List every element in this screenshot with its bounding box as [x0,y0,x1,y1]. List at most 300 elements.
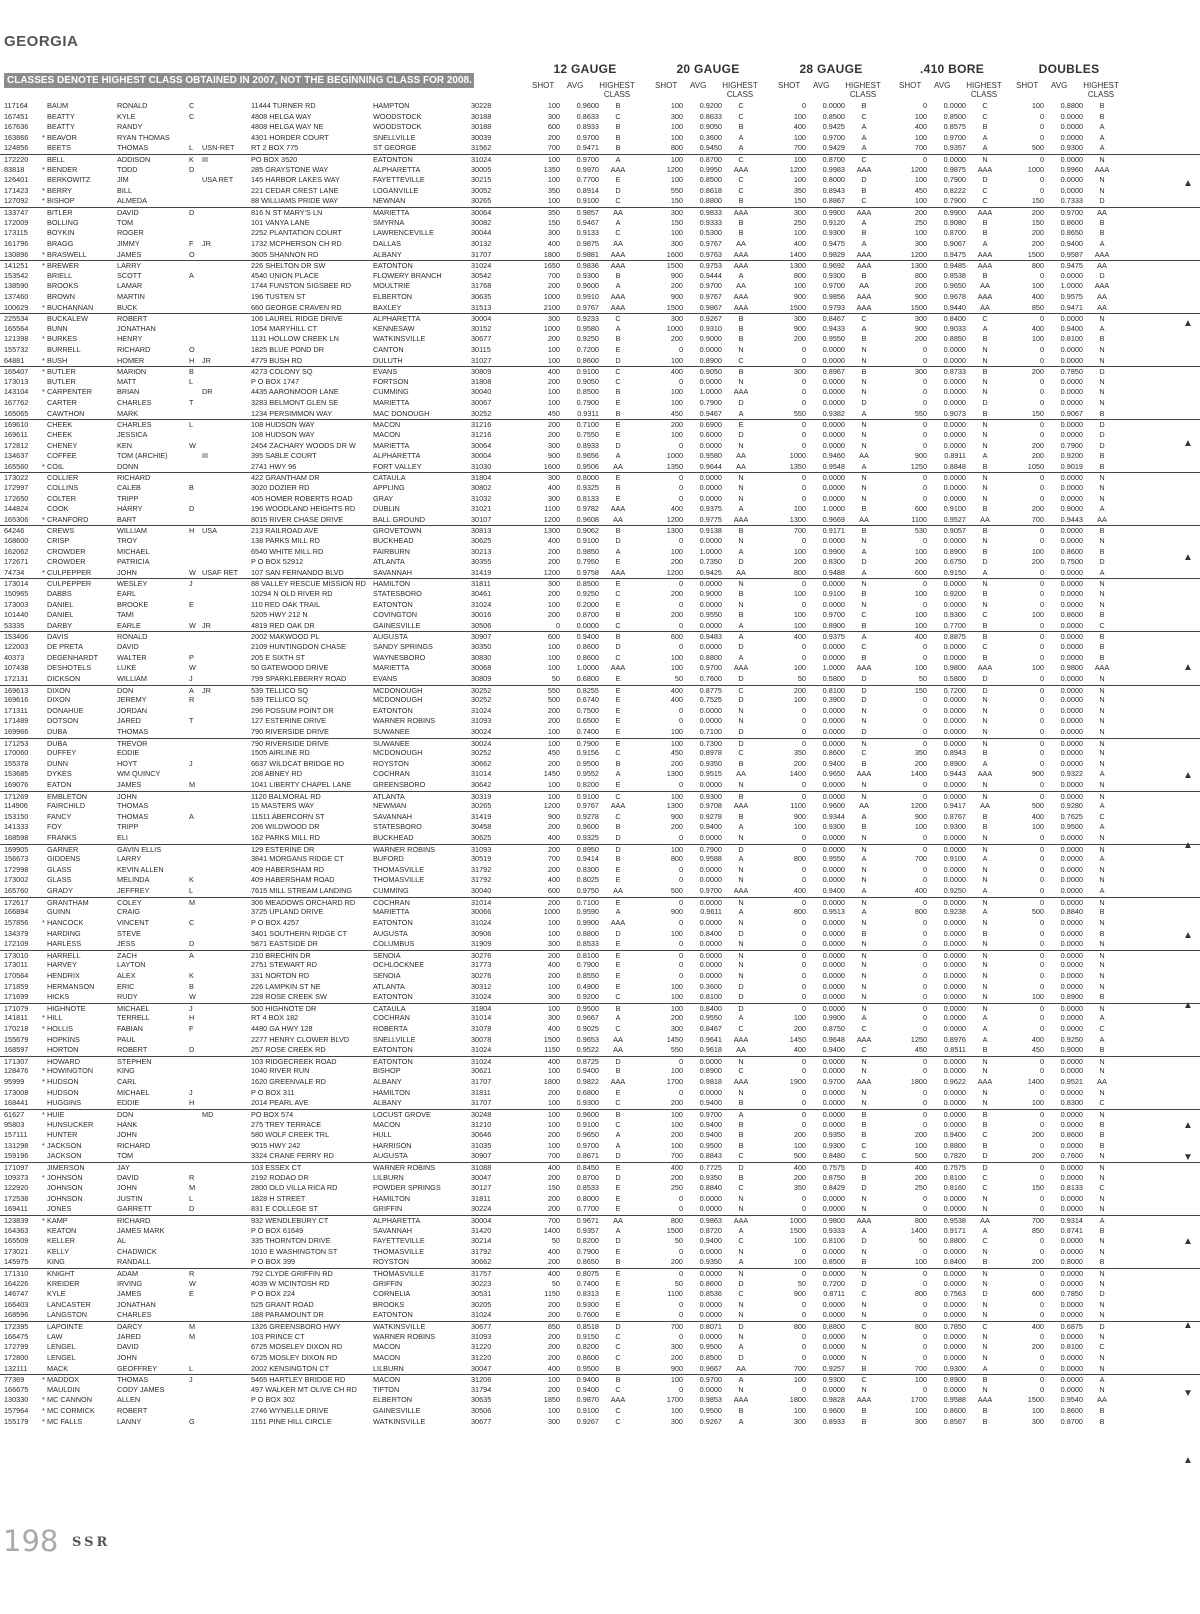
shot-count: 150 [547,1183,560,1193]
first-name: LARRY [117,854,142,864]
address: 331 NORTON RD [251,970,310,980]
shot-count: 0 [922,1384,927,1394]
member-id: 172009 [4,217,29,227]
average: 0.8575 [943,122,966,132]
group-title: .410 BORE [919,62,985,76]
highest-class: B [1099,632,1105,642]
average: 0.9471 [1060,302,1083,312]
zip: 31021 [471,504,492,514]
shot-count: 0 [678,833,683,843]
shot-count: 200 [670,1172,683,1182]
highest-class: E [615,685,621,695]
highest-class: C [982,1236,988,1246]
highest-class: D [982,673,988,683]
middle-initial: H [189,526,195,536]
shot-count: 700 [1031,514,1044,524]
table-row [0,345,1200,356]
average: 0.9857 [576,208,599,218]
highest-class: AA [1097,1077,1107,1087]
shot-count: 100 [914,663,927,673]
average: 0.0000 [1060,1013,1083,1023]
average: 0.0000 [699,620,722,630]
shot-count: 900 [547,451,560,461]
highest-class: C [738,1236,744,1246]
first-name: JIMMY [117,238,140,248]
shot-count: 400 [547,960,560,970]
shot-count: 1500 [666,302,683,312]
average: 0.0000 [943,1003,966,1013]
city: COLUMBUS [373,939,415,949]
table-row [0,1247,1200,1258]
average: 0.8200 [576,780,599,789]
city: WOODSTOCK [373,122,422,132]
average: 0.7350 [699,557,722,567]
average: 0.8840 [1060,907,1083,917]
average: 0.9450 [699,143,722,153]
average: 0.9822 [576,1077,599,1087]
last-name: JIMERSON [47,1162,85,1172]
first-name: JUSTIN [117,1193,143,1203]
sub-header-avg: AVG [813,81,830,90]
sub-header-shot: SHOT [778,81,801,90]
last-name: BREWER [47,261,80,271]
shot-count: 100 [1031,1405,1044,1415]
average: 0.9325 [576,482,599,492]
first-name: WM QUINCY [117,769,161,779]
shot-count: 1000 [666,451,683,461]
last-name: BENDER [47,164,78,174]
shot-count: 300 [670,208,683,218]
average: 0.9200 [1060,451,1083,461]
highest-class: C [982,1130,988,1140]
average: 0.9587 [1060,249,1083,259]
last-name: DONAHUE [47,705,84,715]
shot-count: 0 [1039,864,1044,874]
shot-count: 100 [793,1013,806,1023]
shot-count: 0 [1039,652,1044,662]
highest-class: AA [859,801,869,811]
average: 0.8900 [943,546,966,556]
table-row [0,1226,1200,1237]
highest-class: N [861,429,867,439]
status-mark: * [42,1066,45,1076]
highest-class: N [861,981,867,991]
last-name: COLLIER [47,473,79,483]
table-row [0,706,1200,717]
average: 0.8933 [822,1416,845,1426]
average: 0.9700 [822,1077,845,1087]
average: 0.8943 [943,748,966,758]
last-name: KELLER [47,1236,75,1246]
member-id: 166675 [4,1384,29,1394]
shot-count: 100 [914,228,927,238]
city: WARNER ROBINS [373,844,436,854]
highest-class: D [738,844,744,854]
middle-initial: M [189,1331,196,1341]
shot-count: 0 [922,1310,927,1320]
table-row [0,1236,1200,1247]
member-id: 172617 [4,897,29,907]
status-mark: * [42,514,45,524]
average: 0.9357 [943,143,966,153]
shot-count: 400 [670,695,683,705]
member-id: 165560 [4,461,29,471]
average: 0.9375 [822,632,845,642]
shot-count: 1500 [910,302,927,312]
shot-count: 0 [922,440,927,450]
city: HAMILTON [373,579,411,589]
highest-class: A [982,886,988,896]
average: 0.9828 [822,1395,845,1405]
table-row [0,1395,1200,1406]
member-id: 157856 [4,917,29,927]
highest-class: B [1099,1130,1105,1140]
highest-class: B [1099,1140,1105,1150]
shot-count: 0 [1039,854,1044,864]
highest-class: C [738,1151,744,1161]
highest-class: N [1099,473,1105,483]
address: 422 GRANTHAM DR [251,473,320,483]
shot-count: 200 [547,950,560,960]
shot-count: 0 [1039,705,1044,715]
highest-class: C [615,228,621,238]
zip: 30319 [471,791,492,801]
average: 0.9793 [822,302,845,312]
average: 0.8533 [576,939,599,949]
highest-class: N [982,1056,988,1066]
last-name: DUBA [47,726,68,736]
shot-count: 900 [670,1363,683,1373]
average: 0.6800 [576,673,599,683]
highest-class: C [861,1289,867,1299]
member-id: 128476 [4,1066,29,1076]
highest-class: B [982,367,988,377]
average: 0.8600 [699,1278,722,1288]
average: 0.0000 [1060,473,1083,483]
city: MACON [373,1342,401,1352]
address: 4819 RED OAK DR [251,620,315,630]
last-name: HANCOCK [47,917,84,927]
highest-class: AAA [733,1034,749,1044]
shot-count: 0 [801,726,806,736]
shot-count: 0 [801,875,806,885]
average: 0.9750 [576,886,599,896]
average: 0.0000 [943,1299,966,1309]
city: EATONTON [373,917,413,927]
shot-count: 100 [914,546,927,556]
average: 0.0000 [822,473,845,483]
table-row [0,1353,1200,1364]
zip: 31024 [471,261,492,271]
highest-class: N [1099,1310,1105,1320]
shot-count: 100 [670,355,683,365]
member-id: 170218 [4,1024,29,1034]
highest-class: A [1099,1013,1105,1023]
shot-count: 0 [922,928,927,938]
member-id: 165564 [4,323,29,333]
average: 0.0000 [822,960,845,970]
highest-class: C [615,367,621,377]
first-name: ROBERT [117,314,148,324]
shot-count: 50 [674,1236,683,1246]
table-row [0,1098,1200,1109]
first-name: DONN [117,461,139,471]
shot-count: 500 [914,1151,927,1161]
highest-class: N [861,875,867,885]
sub-header-highest-class: HIGHEST CLASS [722,81,758,99]
table-row [0,918,1200,929]
table-row [0,939,1200,950]
average: 0.7820 [943,1151,966,1161]
shot-count: 0 [678,1193,683,1203]
average: 0.0000 [699,875,722,885]
highest-class: N [861,833,867,843]
average: 0.7550 [576,429,599,439]
highest-class: B [861,620,867,630]
first-name: MARION [117,367,147,377]
first-name: LAMAR [117,281,143,291]
highest-class: B [615,101,621,110]
shot-count: 1000 [543,323,560,333]
zip: 30642 [471,780,492,789]
highest-class: A [982,907,988,917]
average: 0.8700 [943,228,966,238]
first-name: TOM [117,217,134,227]
shot-count: 100 [793,1405,806,1415]
first-name: DAVID [117,1172,139,1182]
zip: 31024 [471,599,492,609]
middle-initial: K [189,970,194,980]
highest-class: N [1099,535,1105,545]
shot-count: 1400 [910,769,927,779]
highest-class: N [982,705,988,715]
shot-count: 300 [793,314,806,324]
address: 4039 W MCINTOSH RD [251,1278,330,1288]
highest-class: N [861,579,867,589]
average: 0.3600 [699,132,722,142]
shot-count: 1500 [789,302,806,312]
average: 0.9460 [822,451,845,461]
status-mark: * [42,917,45,927]
table-row [0,950,1200,961]
shot-count: 0 [678,960,683,970]
first-name: MARK [117,408,139,418]
member-id: 173022 [4,473,29,483]
middle-initial: R [189,695,195,705]
average: 0.0000 [1060,270,1083,280]
address: 129 ESTERINE DR [251,844,315,854]
first-name: JAMES [117,1289,142,1299]
average: 0.9100 [576,791,599,801]
average: 1.0000 [822,663,845,673]
city: HULL [373,1130,392,1140]
shot-count: 200 [547,420,560,430]
table-row [0,218,1200,229]
highest-class: N [982,844,988,854]
average: 0.0000 [822,939,845,949]
shot-count: 100 [547,599,560,609]
shot-count: 200 [914,281,927,291]
average: 0.8600 [576,355,599,365]
highest-class: B [738,217,744,227]
average: 0.0000 [943,1352,966,1362]
highest-class: C [738,748,744,758]
zip: 30830 [471,652,492,662]
shot-count: 150 [670,217,683,227]
highest-class: N [861,939,867,949]
average: 0.9033 [943,323,966,333]
city: COCHRAN [373,769,410,779]
highest-class: B [1099,451,1105,461]
sub-header-highest-class: HIGHEST CLASS [1083,81,1119,99]
table-row [0,1215,1200,1226]
address: 103 ESSEX CT [251,1162,302,1172]
average: 0.8741 [1060,1225,1083,1235]
highest-class: N [1099,579,1105,589]
highest-class: E [615,345,621,355]
average: 0.0000 [1060,579,1083,589]
shot-count: 400 [547,1246,560,1256]
shot-count: 800 [793,1322,806,1332]
shot-count: 0 [1039,535,1044,545]
average: 0.6750 [943,557,966,567]
average: 0.9300 [822,228,845,238]
average: 0.0000 [1060,632,1083,642]
highest-class: N [982,1342,988,1352]
zip: 31792 [471,864,492,874]
last-name: MC CORMICK [47,1405,95,1415]
sub-header-highest-class: HIGHEST CLASS [845,81,881,99]
zip: 31078 [471,1024,492,1034]
shot-count: 200 [914,208,927,218]
highest-class: D [861,726,867,736]
average: 0.0000 [1060,1204,1083,1214]
highest-class: C [615,111,621,121]
member-id: 166403 [4,1299,29,1309]
first-name: JAMES [117,780,142,789]
highest-class: N [1099,589,1105,599]
last-name: COIL [47,461,65,471]
average: 0.9280 [1060,801,1083,811]
shot-count: 200 [547,376,560,386]
address: P O BOX 224 [251,1289,296,1299]
highest-class: A [861,461,867,471]
average: 0.8900 [1060,992,1083,1002]
average: 0.0000 [822,1342,845,1352]
highest-class: B [1099,652,1105,662]
average: 0.8075 [576,1269,599,1279]
highest-class: N [861,1331,867,1341]
average: 0.9580 [699,451,722,461]
highest-class: N [738,875,744,885]
member-id: 122003 [4,642,29,652]
group-title: 12 GAUGE [553,62,617,76]
average: 0.0000 [1060,1024,1083,1034]
average: 0.9100 [943,854,966,864]
highest-class: AAA [610,291,626,301]
highest-class: AAA [733,514,749,524]
average: 0.7575 [943,1162,966,1172]
average: 0.0000 [1060,748,1083,758]
average: 0.9171 [943,1225,966,1235]
zip: 30066 [471,907,492,917]
highest-class: C [615,791,621,801]
middle-initial: B [189,367,194,377]
highest-class: N [861,1299,867,1309]
average: 0.7525 [699,695,722,705]
highest-class: D [615,1151,621,1161]
average: 0.0000 [1060,970,1083,980]
highest-class: N [982,1003,988,1013]
highest-class: AAA [977,1077,993,1087]
highest-class: B [1099,526,1105,536]
address: 2109 HUNTINGDON CHASE [251,642,346,652]
address: 11511 ABERCORN ST [251,811,325,821]
shot-count: 100 [793,132,806,142]
shot-count: 200 [670,758,683,768]
highest-class: A [861,854,867,864]
average: 0.8100 [1060,1342,1083,1352]
shot-count: 200 [670,1098,683,1108]
highest-class: D [1099,1322,1105,1332]
average: 0.9150 [576,1331,599,1341]
address: 4808 HELGA WAY [251,111,312,121]
last-name: BELL [47,155,65,165]
last-name: BROWN [47,291,75,301]
highest-class: B [615,132,621,142]
average: 0.8700 [576,1172,599,1182]
average: 0.9800 [943,663,966,673]
city: THOMASVILLE [373,1269,425,1279]
average: 0.9550 [822,854,845,864]
average: 0.7600 [1060,1151,1083,1161]
shot-count: 0 [922,1269,927,1279]
average: 0.0000 [943,1193,966,1203]
first-name: RICHARD [117,345,151,355]
last-name: GARNER [47,844,79,854]
zip: 30224 [471,1204,492,1214]
highest-class: E [615,579,621,589]
margin-arrow-icon: ▲ [1183,1120,1193,1131]
average: 0.9818 [699,1077,722,1087]
shot-count: 850 [547,1322,560,1332]
average: 0.8600 [943,1405,966,1415]
shot-count: 700 [670,1151,683,1161]
table-row [0,1162,1200,1173]
highest-class: A [861,122,867,132]
highest-class: C [861,1151,867,1161]
zip: 30252 [471,695,492,705]
highest-class: AAA [733,208,749,218]
average: 0.0000 [943,917,966,927]
average: 0.5800 [943,673,966,683]
average: 0.0000 [1060,1331,1083,1341]
middle-initial: J [189,673,193,683]
average: 0.9608 [576,514,599,524]
status-mark: * [42,1215,45,1225]
highest-class: AA [736,451,746,461]
shot-count: 0 [922,482,927,492]
zip: 30312 [471,981,492,991]
highest-class: C [861,610,867,620]
address: 790 RIVERSIDE DRIVE [251,738,329,748]
average: 0.0000 [1060,620,1083,630]
highest-class: A [861,907,867,917]
last-name: BEETS [47,143,71,153]
shot-count: 1200 [666,567,683,577]
shot-count: 0 [801,791,806,801]
highest-class: A [861,217,867,227]
